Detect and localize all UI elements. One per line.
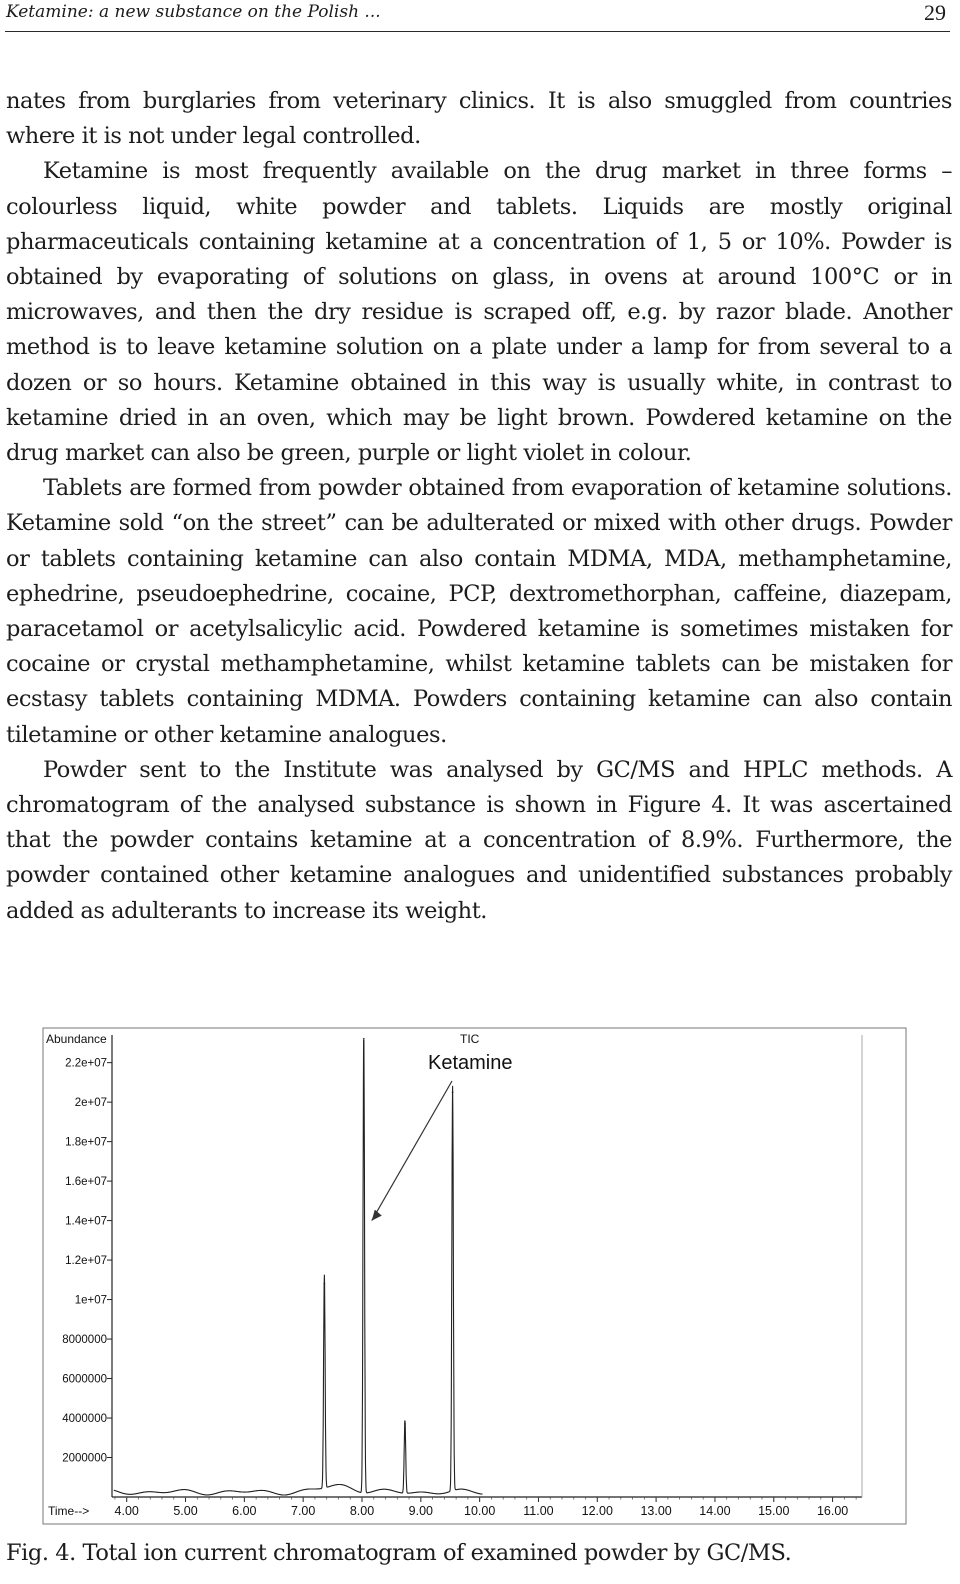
figure-caption: Fig. 4. Total ion current chromatogram of examined powder by GC/MS.	[6, 1540, 792, 1566]
running-header-title: Ketamine: a new substance on the Polish ...	[6, 2, 381, 22]
peak-apex	[363, 1038, 365, 1040]
y-tick-label: 4000000	[62, 1413, 107, 1426]
y-tick-label: 2000000	[62, 1452, 107, 1465]
peak-apex	[404, 1423, 406, 1425]
y-tick-label: 1.2e+07	[65, 1255, 107, 1268]
y-tick-label: 2e+07	[74, 1097, 107, 1110]
y-tick-label: 1e+07	[74, 1294, 107, 1307]
y-axis-title: Abundance	[46, 1032, 107, 1046]
x-axis-title: Time-->	[48, 1504, 90, 1518]
x-tick-label: 8.00	[349, 1504, 375, 1518]
x-tick-label: 13.00	[640, 1504, 672, 1518]
y-tick-label: 8000000	[62, 1334, 107, 1347]
y-tick-label: 1.4e+07	[65, 1215, 107, 1228]
y-tick-label: 6000000	[62, 1373, 107, 1386]
x-tick-label: 6.00	[232, 1504, 257, 1518]
body-text	[6, 84, 952, 929]
y-tick-label: 1.6e+07	[65, 1176, 107, 1189]
x-tick-label: 4.00	[114, 1504, 139, 1518]
paragraph: Tablets are formed from powder obtained from evaporation of ketamine solutions. Ketamine sold “on the street” can be adulterated or mixed with other drugs. Powder or tablets containing ketamine can also contain MDMA, MDA, methamphetamine, ephedrine, pseudoephedrine, cocaine, PCP, dextromethorphan, caffeine, diazepam, paracetamol or acetylsalicylic acid. Powdered ketamine is sometimes mistaken for cocaine or crystal methamphetamine, whilst ketamine tablets can be mistaken for ecstasy tablets containing MDMA. Powders containing ketamine can also contain tiletamine or other ketamine analogues.	[6, 475, 952, 748]
figure-frame	[43, 1028, 906, 1524]
x-tick-label: 12.00	[581, 1504, 613, 1518]
tic-trace	[114, 1041, 483, 1496]
x-tick-label: 9.00	[408, 1504, 433, 1518]
x-tick-label: 16.00	[816, 1504, 849, 1518]
page-number: 29	[924, 0, 946, 25]
peak-apex	[452, 1091, 454, 1093]
x-tick-label: 15.00	[758, 1504, 790, 1518]
x-tick-label: 5.00	[173, 1504, 198, 1518]
chromatogram-chart	[0, 1025, 960, 1530]
y-tick-label: 1.8e+07	[65, 1136, 107, 1149]
y-tick-label: 2.2e+07	[65, 1057, 107, 1070]
x-tick-label: 7.00	[291, 1504, 316, 1518]
paragraph: Powder sent to the Institute was analysed by GC/MS and HPLC methods. A chromatogram of the analysed substance is shown in Figure 4. It was ascertained that the powder contains ketamine at a concentration of 8.9%. Furthermore, the powder contained other ketamine analogues and unidentified substances probably added as adulterants to increase its weight.	[6, 756, 952, 924]
paragraph: nates from burglaries from veterinary clinics. It is also smuggled from countries where it is not under legal controlled.	[6, 88, 952, 150]
x-tick-label: 14.00	[699, 1504, 731, 1518]
peak-apex	[323, 1283, 325, 1285]
x-tick-label: 11.00	[523, 1504, 554, 1518]
paragraph: Ketamine is most frequently available on the drug market in three forms – colourless liquid, white powder and tablets. Liquids are mostly original pharmaceuticals containing ketamine at a concentration of 1, 5 or 10%. Powder is obtained by evaporating of solutions on glass, in ovens at around 100°C or in microwaves, and then the dry residue is scraped off, e.g. by razor blade. Another method is to leave ketamine solution on a plate under a lamp for from several to a dozen or so hours. Ketamine obtained in this way is usually white, in contrast to ketamine dried in an oven, which may be light brown. Powdered ketamine on the drug market can also be green, purple or light violet in colour.	[6, 158, 952, 467]
header-rule	[5, 31, 950, 32]
x-tick-label: 10.00	[464, 1504, 496, 1518]
trace-label: TIC	[460, 1032, 480, 1046]
annotation-arrow-line	[372, 1081, 452, 1221]
chromatogram-figure	[0, 1025, 960, 1535]
peak-annotation-label: Ketamine	[428, 1052, 513, 1074]
